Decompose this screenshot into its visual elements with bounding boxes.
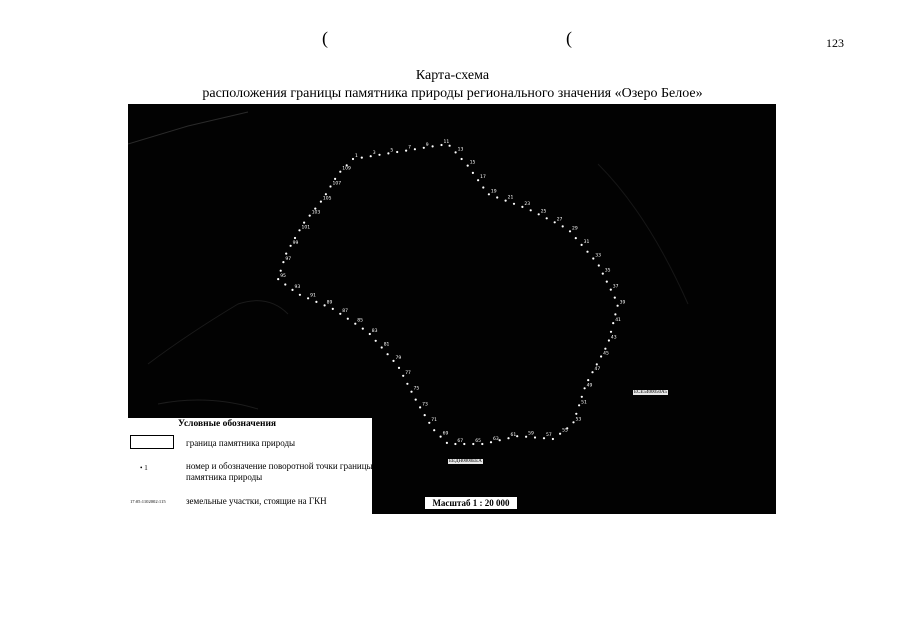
boundary-point <box>578 404 580 406</box>
boundary-point <box>575 237 577 239</box>
boundary-point <box>505 200 507 202</box>
boundary-point <box>562 225 564 227</box>
scale-label: Масштаб 1 : 20 000 <box>424 496 518 510</box>
parcel-label: ЕСЕ5400050А5 <box>634 390 668 395</box>
boundary-point <box>477 179 479 181</box>
boundary-point <box>446 442 448 444</box>
boundary-point-label: 73 <box>422 402 428 408</box>
boundary-point <box>472 443 474 445</box>
boundary-point <box>329 185 331 187</box>
boundary-point <box>415 399 417 401</box>
boundary-point <box>325 193 327 195</box>
boundary-point <box>387 353 389 355</box>
boundary-point-label: 21 <box>507 195 514 201</box>
boundary-point <box>608 339 610 341</box>
boundary-point <box>387 152 389 154</box>
boundary-point <box>499 439 501 441</box>
boundary-point <box>586 251 588 253</box>
boundary-point-label: 3 <box>372 151 376 157</box>
boundary-point-label: 79 <box>395 355 402 361</box>
boundary-point <box>375 340 377 342</box>
boundary-point-label: 61 <box>510 433 517 439</box>
boundary-point-label: 91 <box>310 293 316 299</box>
parcel-label: ЕЕДН0000ЕЕА <box>449 459 482 464</box>
terrain-line <box>128 112 248 144</box>
boundary-point <box>546 217 548 219</box>
boundary-point <box>392 360 394 362</box>
boundary-point-label: 77 <box>405 370 411 376</box>
boundary-point-label: 37 <box>612 284 619 290</box>
boundary-point <box>284 283 286 285</box>
boundary-point <box>516 435 518 437</box>
boundary-point-label: 45 <box>603 351 609 357</box>
boundary-point <box>414 148 416 150</box>
boundary-point <box>467 165 469 167</box>
boundary-point <box>361 157 363 159</box>
boundary-point <box>559 433 561 435</box>
boundary-point <box>584 387 586 389</box>
paren-right: ( <box>566 28 572 48</box>
boundary-point <box>606 281 608 283</box>
boundary-point <box>530 209 532 211</box>
boundary-point <box>285 253 287 255</box>
boundary-point <box>472 172 474 174</box>
boundary-point <box>396 151 398 153</box>
boundary-point <box>405 150 407 152</box>
boundary-point-label: 47 <box>594 367 601 373</box>
terrain-line <box>148 301 288 364</box>
boundary-layer <box>277 139 625 445</box>
boundary-point <box>294 237 296 239</box>
boundary-point-label: 87 <box>342 308 349 314</box>
boundary-point <box>496 196 498 198</box>
boundary-point <box>424 414 426 416</box>
boundary-point-label: 109 <box>342 166 351 172</box>
boundary-point <box>612 322 614 324</box>
boundary-point <box>298 229 300 231</box>
boundary-point <box>455 151 457 153</box>
boundary-point-label: 107 <box>332 181 342 187</box>
paren-left: ( <box>322 28 328 48</box>
boundary-point <box>552 438 554 440</box>
boundary-point <box>370 155 372 157</box>
boundary-point <box>282 261 284 263</box>
parcel-sample: 17:05:1102002:115 <box>130 499 166 504</box>
boundary-point <box>398 367 400 369</box>
boundary-point-label: 51 <box>581 400 587 406</box>
boundary-point <box>490 441 492 443</box>
boundary-swatch <box>130 435 174 449</box>
boundary-point <box>369 333 371 335</box>
boundary-point <box>521 206 523 208</box>
boundary-point-label: 15 <box>469 160 476 166</box>
terrain-line <box>598 164 688 304</box>
boundary-point <box>587 379 589 381</box>
terrain-line <box>158 400 258 409</box>
boundary-point-label: 23 <box>524 201 531 207</box>
boundary-point-label: 95 <box>280 274 286 280</box>
boundary-point <box>463 443 465 445</box>
boundary-point <box>591 371 593 373</box>
boundary-point <box>614 297 616 299</box>
boundary-point <box>339 313 341 315</box>
boundary-point <box>419 406 421 408</box>
boundary-point-label: 103 <box>311 210 321 216</box>
boundary-point-label: 49 <box>586 383 593 389</box>
boundary-point <box>277 278 279 280</box>
legend-boundary-label: граница памятника природы <box>186 438 296 448</box>
boundary-point-label: 57 <box>546 433 552 439</box>
boundary-point-label: 11 <box>443 140 450 145</box>
boundary-point <box>610 289 612 291</box>
boundary-point <box>461 158 463 160</box>
boundary-point-label: 75 <box>413 386 420 392</box>
boundary-point <box>315 301 317 303</box>
boundary-point <box>290 245 292 247</box>
boundary-point-label: 93 <box>294 284 301 290</box>
boundary-point-label: 59 <box>528 431 534 437</box>
boundary-point-label: 27 <box>556 217 563 223</box>
boundary-point-label: 89 <box>326 300 333 306</box>
page-number: 123 <box>826 36 844 50</box>
point-symbol-icon: • 1 <box>140 464 148 472</box>
boundary-point <box>314 208 316 210</box>
boundary-point <box>299 294 301 296</box>
boundary-point-label: 5 <box>390 148 394 154</box>
boundary-point <box>610 331 612 333</box>
boundary-point <box>423 147 425 149</box>
boundary-point <box>572 421 574 423</box>
boundary-point-label: 19 <box>490 189 497 195</box>
boundary-point <box>334 178 336 180</box>
boundary-point <box>432 145 434 147</box>
boundary-point-label: 13 <box>457 147 464 153</box>
boundary-point-label: 83 <box>371 329 378 334</box>
boundary-point <box>538 213 540 215</box>
boundary-point <box>598 264 600 266</box>
boundary-point <box>347 318 349 320</box>
boundary-point <box>428 422 430 424</box>
boundary-point-label: 69 <box>442 431 449 437</box>
boundary-point <box>303 222 305 224</box>
boundary-point <box>449 145 451 147</box>
boundary-point <box>581 396 583 398</box>
boundary-point <box>507 437 509 439</box>
boundary-point-label: 35 <box>604 268 611 274</box>
boundary-point-label: 17 <box>480 175 486 181</box>
boundary-point <box>482 186 484 188</box>
boundary-point <box>534 436 536 438</box>
boundary-point <box>592 257 594 259</box>
boundary-point <box>454 443 456 445</box>
boundary-point-label: 33 <box>595 253 602 259</box>
boundary-point <box>346 164 348 166</box>
boundary-point <box>280 270 282 272</box>
boundary-point-label: 31 <box>583 239 590 245</box>
boundary-point <box>617 305 619 307</box>
map-subtitle: расположения границы памятника природы регионального значения «Озеро Белое» <box>202 86 703 101</box>
boundary-point-label: 29 <box>572 226 578 232</box>
boundary-point <box>554 221 556 223</box>
boundary-point <box>614 313 616 315</box>
map-title: Карта-схема <box>415 68 490 83</box>
boundary-point <box>581 244 583 246</box>
boundary-point <box>481 443 483 445</box>
boundary-point <box>543 437 545 439</box>
boundary-point-label: 53 <box>575 417 582 423</box>
boundary-point <box>433 429 435 431</box>
boundary-point <box>332 308 334 310</box>
boundary-point-label: 99 <box>292 240 299 246</box>
boundary-point <box>291 289 293 291</box>
boundary-point <box>596 363 598 365</box>
boundary-point <box>575 413 577 415</box>
boundary-point <box>604 348 606 350</box>
boundary-point <box>309 215 311 217</box>
boundary-point-label: 43 <box>610 335 617 341</box>
boundary-point-label: 25 <box>540 209 547 215</box>
boundary-point-label: 71 <box>431 417 438 423</box>
boundary-point-label: 39 <box>619 300 626 306</box>
boundary-point-label: 67 <box>457 439 464 444</box>
boundary-point <box>569 230 571 232</box>
boundary-point <box>362 328 364 330</box>
boundary-point <box>410 391 412 393</box>
boundary-point <box>488 193 490 195</box>
boundary-point <box>602 273 604 275</box>
boundary-point <box>352 158 354 160</box>
boundary-point-label: 1 <box>355 154 358 159</box>
boundary-point-label: 63 <box>493 437 499 443</box>
map-canvas <box>128 104 776 514</box>
legend-point-label: номер и обозначение поворотной точки границы памятника природы <box>186 461 373 482</box>
legend-title: Условные обозначения <box>178 419 277 429</box>
boundary-point <box>381 346 383 348</box>
legend <box>128 418 372 514</box>
boundary-point-label: 9 <box>425 142 429 148</box>
boundary-point <box>402 375 404 377</box>
boundary-point <box>320 201 322 203</box>
boundary-point-label: 7 <box>408 145 411 151</box>
boundary-point-label: 105 <box>322 196 332 202</box>
boundary-point <box>440 144 442 146</box>
boundary-point-label: 101 <box>301 225 311 231</box>
boundary-point <box>339 171 341 173</box>
legend-parcel-label: земельные участки, стоящие на ГКН <box>186 496 327 506</box>
boundary-point <box>378 154 380 156</box>
boundary-point-label: 85 <box>357 318 364 324</box>
boundary-point-label: 65 <box>475 439 482 444</box>
boundary-point <box>600 355 602 357</box>
boundary-point <box>406 383 408 385</box>
boundary-point <box>440 436 442 438</box>
boundary-point-label: 97 <box>285 257 292 263</box>
boundary-point-label: 81 <box>383 342 390 348</box>
boundary-point <box>354 323 356 325</box>
boundary-point <box>307 297 309 299</box>
boundary-point <box>324 304 326 306</box>
boundary-point-label: 55 <box>562 428 568 434</box>
boundary-point-label: 41 <box>615 318 621 324</box>
boundary-point <box>513 203 515 205</box>
boundary-point <box>525 436 527 438</box>
